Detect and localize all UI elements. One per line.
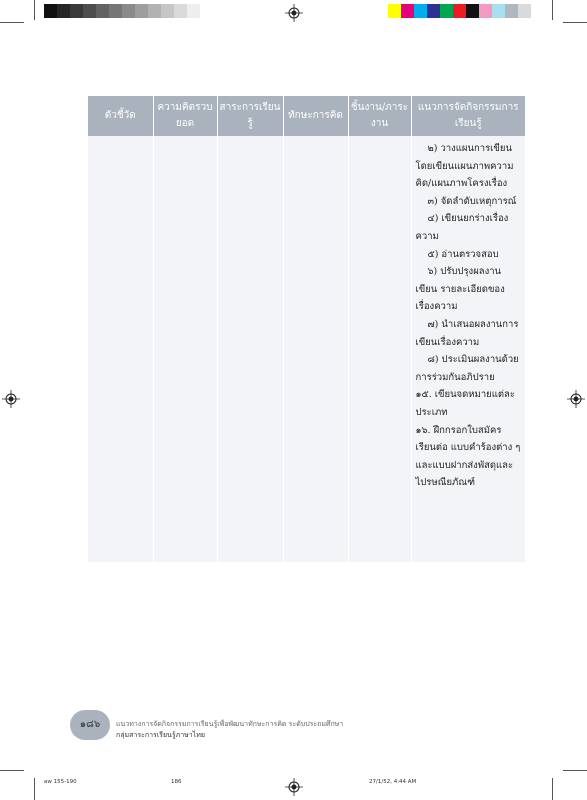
- color-swatch: [479, 4, 492, 18]
- color-swatch: [148, 4, 161, 18]
- color-swatch: [453, 4, 466, 18]
- color-swatch: [57, 4, 70, 18]
- slug-file: aw 155-190: [44, 779, 77, 785]
- header-learning-activities: แนวการจัดกิจกรรมการเรียนรู้: [411, 96, 525, 136]
- header-learning-content: สาระการเรียนรู้: [217, 96, 283, 136]
- color-swatch: [427, 4, 440, 18]
- color-calibration-bar: [388, 4, 531, 18]
- activity-list: [412, 136, 526, 492]
- list-item: ๖) ปรับปรุงผลงานเขียน รายละเอียดของเรื่องความ: [415, 266, 505, 313]
- color-swatch: [440, 4, 453, 18]
- header-key-concept: ความคิดรวบยอด: [153, 96, 217, 136]
- color-swatch: [466, 4, 479, 18]
- crop-mark: [552, 0, 553, 20]
- color-swatch: [505, 4, 518, 18]
- crop-mark: [552, 778, 553, 800]
- crop-mark: [34, 0, 35, 20]
- cell-thinking-skills: [283, 136, 348, 562]
- crop-mark: [34, 778, 35, 800]
- color-swatch: [109, 4, 122, 18]
- color-swatch: [161, 4, 174, 18]
- page-number-badge: ๑๘๖: [70, 710, 110, 740]
- color-swatch: [174, 4, 187, 18]
- color-swatch: [135, 4, 148, 18]
- table-header-row: [88, 96, 525, 136]
- gray-calibration-bar: [44, 4, 200, 18]
- header-workpiece: ชิ้นงาน/ภาระงาน: [348, 96, 411, 136]
- registration-mark-icon: [567, 390, 585, 408]
- registration-mark-icon: [285, 4, 303, 22]
- cell-key-concept: [153, 136, 217, 562]
- book-title: แนวทางการจัดกิจกรรมการเรียนรู้เพื่อพัฒนาทักษะการคิด ระดับประถมศึกษา: [116, 720, 344, 728]
- crop-mark: [0, 770, 24, 771]
- crop-mark: [563, 770, 587, 771]
- color-swatch: [70, 4, 83, 18]
- cell-indicators: [88, 136, 153, 562]
- color-swatch: [122, 4, 135, 18]
- registration-mark-icon: [2, 390, 20, 408]
- list-item: ๔) เขียนยกร่างเรื่องความ: [415, 213, 509, 242]
- list-item: ๑๖. ฝึกกรอกใบสมัครเรียนต่อ แบบคำร้องต่าง ๆ และแบบฝากส่งพัสดุและไปรษณียภัณฑ์: [415, 424, 521, 489]
- slug-page: 186: [171, 779, 182, 785]
- slug-datetime: 27/1/52, 4:44 AM: [369, 779, 417, 785]
- color-swatch: [44, 4, 57, 18]
- registration-mark-icon: [285, 778, 303, 796]
- color-swatch: [401, 4, 414, 18]
- list-item: ๕) อ่านตรวจสอบ: [427, 248, 499, 260]
- header-thinking-skills: ทักษะการคิด: [283, 96, 348, 136]
- color-swatch: [492, 4, 505, 18]
- cell-workpiece: [348, 136, 411, 562]
- color-swatch: [388, 4, 401, 18]
- list-item: ๑๕. เขียนจดหมายแต่ละประเภท: [415, 389, 515, 418]
- subject-group: กลุ่มสาระการเรียนรู้ภาษาไทย: [116, 731, 205, 739]
- cell-learning-activities: [411, 136, 525, 562]
- list-item: ๗) นำเสนอผลงานการเขียนเรื่องความ: [415, 318, 519, 348]
- color-swatch: [96, 4, 109, 18]
- table-row: [88, 136, 525, 562]
- color-swatch: [518, 4, 531, 18]
- color-swatch: [187, 4, 200, 18]
- curriculum-table: [88, 96, 525, 562]
- list-item: ๒) วางแผนการเขียนโดยเขียนแผนภาพความคิด/แผนภาพโครงเรื่อง: [415, 143, 514, 190]
- crop-mark: [563, 22, 587, 23]
- cell-learning-content: [217, 136, 283, 562]
- color-swatch: [414, 4, 427, 18]
- list-item: ๓) จัดลำดับเหตุการณ์: [427, 195, 517, 207]
- color-swatch: [83, 4, 96, 18]
- crop-mark: [0, 22, 24, 23]
- list-item: ๘) ประเมินผลงานด้วยการร่วมกันอภิปราย: [415, 354, 519, 383]
- header-indicators: ตัวชี้วัด: [88, 96, 153, 136]
